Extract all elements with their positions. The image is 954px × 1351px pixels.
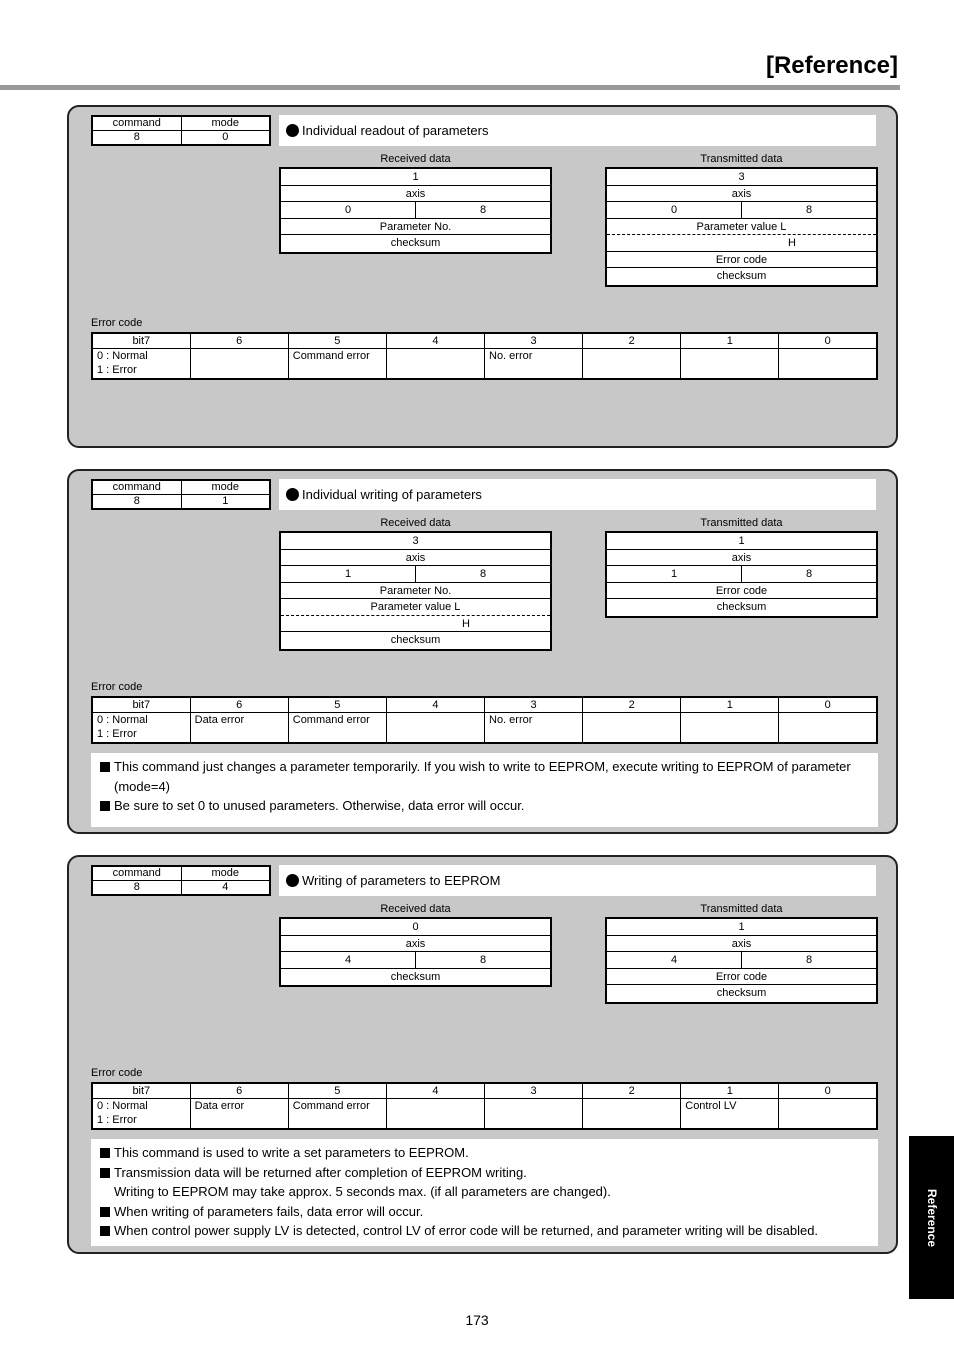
note-text: This command just changes a parameter temporarily. If you wish to write to EEPROM, execute writing to EEPROM of parameter (mode=4) <box>114 759 851 794</box>
frame-row <box>281 202 550 219</box>
frame-row: checksum <box>716 987 767 999</box>
bit-header: 2 <box>583 697 681 713</box>
received-data-frame <box>279 531 552 651</box>
mode-value: 4 <box>181 881 270 896</box>
bit-header: 4 <box>386 697 484 713</box>
frame-cell: 8 <box>479 568 487 580</box>
bit-description <box>779 713 877 744</box>
mode-header: mode <box>181 116 270 131</box>
note-item <box>99 1163 870 1183</box>
panel-title <box>279 479 876 510</box>
note-item <box>99 757 870 796</box>
frame-row <box>607 952 876 969</box>
bit-header: 1 <box>681 1083 779 1099</box>
notes-box <box>91 753 878 827</box>
bit-header: 0 <box>779 1083 877 1099</box>
bit-header: 3 <box>485 333 583 349</box>
bullet-square-icon <box>100 1168 110 1178</box>
panel-title-text: Writing of parameters to EEPROM <box>302 873 501 888</box>
panel-individual-readout <box>67 105 898 448</box>
received-data-label: Received data <box>380 517 451 529</box>
bit-header: bit7 <box>92 1083 190 1099</box>
note-item <box>99 796 870 816</box>
bit-description <box>681 713 779 744</box>
frame-row: Error code <box>607 252 876 269</box>
bit-description: 0 : Normal 1 : Error <box>92 349 190 380</box>
panel-individual-writing <box>67 469 898 834</box>
received-data-label: Received data <box>380 153 451 165</box>
page-header-title: [Reference] <box>765 52 898 79</box>
bullet-square-icon <box>100 1148 110 1158</box>
page-number: 173 <box>465 1312 489 1328</box>
bit-description <box>583 349 681 380</box>
frame-row: checksum <box>390 970 441 983</box>
notes-box <box>91 1139 878 1246</box>
bullet-square-icon <box>100 762 110 772</box>
frame-row <box>607 202 876 219</box>
frame-cell: 1 <box>281 566 416 582</box>
command-header: command <box>92 480 181 495</box>
frame-cell: 1 <box>607 566 742 582</box>
high-byte-label: H <box>788 237 796 249</box>
panel-title-text: Individual readout of parameters <box>302 123 489 138</box>
bit-header: 0 <box>779 697 877 713</box>
transmitted-data-label: Transmitted data <box>700 153 783 165</box>
bit-description <box>386 1099 484 1130</box>
mode-header: mode <box>181 866 270 881</box>
command-value: 8 <box>92 495 181 510</box>
bullet-circle-icon <box>286 874 299 887</box>
frame-row: Error code <box>607 969 876 986</box>
transmitted-data-frame <box>605 917 878 1004</box>
frame-row <box>281 616 550 633</box>
bullet-square-icon <box>100 1207 110 1217</box>
mode-value: 1 <box>181 495 270 510</box>
received-data-frame <box>279 917 552 987</box>
panel-title-text: Individual writing of parameters <box>302 487 482 502</box>
transmitted-data-label: Transmitted data <box>700 903 783 915</box>
frame-cell: 8 <box>479 204 487 216</box>
bullet-circle-icon <box>286 488 299 501</box>
bit-description <box>779 349 877 380</box>
bit-header: 1 <box>681 697 779 713</box>
bit-header: 1 <box>681 333 779 349</box>
frame-row: 1 <box>607 533 876 550</box>
frame-row: 3 <box>281 533 550 550</box>
frame-row: axis <box>281 936 550 953</box>
bit-description <box>190 349 288 380</box>
frame-row: Parameter No. <box>281 583 550 600</box>
frame-row: 1 <box>281 169 550 186</box>
high-byte-label: H <box>462 617 470 630</box>
bit-description <box>583 1099 681 1130</box>
error-code-label: Error code <box>91 681 143 693</box>
bit-header: bit7 <box>92 697 190 713</box>
bit-header: 5 <box>288 333 386 349</box>
received-data-frame <box>279 167 552 254</box>
bullet-square-icon <box>100 1226 110 1236</box>
bit-description <box>779 1099 877 1130</box>
frame-cell: 8 <box>805 568 813 580</box>
error-code-table <box>91 1082 878 1130</box>
frame-row: checksum <box>716 270 767 282</box>
command-mode-table <box>91 115 271 146</box>
frame-row: checksum <box>716 601 767 613</box>
frame-row: Parameter No. <box>281 219 550 236</box>
error-code-label: Error code <box>91 1067 143 1079</box>
note-text: This command is used to write a set parameters to EEPROM. <box>114 1145 469 1160</box>
panel-title <box>279 865 876 896</box>
bit-description: Data error <box>190 1099 288 1130</box>
frame-row <box>281 566 550 583</box>
frame-row: axis <box>281 550 550 567</box>
bullet-circle-icon <box>286 124 299 137</box>
bit-header: 2 <box>583 1083 681 1099</box>
bit-description <box>583 713 681 744</box>
frame-cell: 8 <box>805 204 813 216</box>
frame-row: checksum <box>390 237 441 249</box>
note-text: Transmission data will be returned after completion of EEPROM writing. <box>114 1164 527 1180</box>
panel-writing-eeprom <box>67 855 898 1254</box>
command-mode-table <box>91 479 271 510</box>
frame-row <box>607 566 876 583</box>
frame-row: 3 <box>607 169 876 186</box>
note-text: When control power supply LV is detected, control LV of error code will be returned, and parameter writing will be disabled. <box>114 1223 819 1238</box>
note-text: Writing to EEPROM may take approx. 5 seconds max. (if all parameters are changed). <box>114 1184 611 1199</box>
bit-header: 2 <box>583 333 681 349</box>
command-header: command <box>92 866 181 881</box>
bit-description: 0 : Normal 1 : Error <box>92 713 190 744</box>
section-side-tab <box>909 1136 954 1299</box>
frame-row <box>281 952 550 969</box>
frame-cell: 4 <box>607 952 742 968</box>
frame-row: 0 <box>281 919 550 936</box>
command-header: command <box>92 116 181 131</box>
header-rule <box>0 85 900 90</box>
side-tab-label: Reference <box>924 1188 939 1247</box>
command-mode-table <box>91 865 271 896</box>
frame-row: axis <box>607 550 876 567</box>
bit-description: Command error <box>288 713 386 744</box>
bit-header: 5 <box>288 1083 386 1099</box>
bullet-square-icon <box>100 801 110 811</box>
frame-cell: 4 <box>281 952 416 968</box>
note-text: Be sure to set 0 to unused parameters. Otherwise, data error will occur. <box>114 798 525 813</box>
bit-description <box>681 349 779 380</box>
frame-row: axis <box>607 186 876 203</box>
frame-row: checksum <box>390 634 441 646</box>
bit-header: 5 <box>288 697 386 713</box>
bit-header: 4 <box>386 1083 484 1099</box>
mode-value: 0 <box>181 131 270 146</box>
bit-description: 0 : Normal 1 : Error <box>92 1099 190 1130</box>
bit-description: Data error <box>190 713 288 744</box>
frame-row: 1 <box>607 919 876 936</box>
frame-cell: 0 <box>281 202 416 218</box>
note-text: When writing of parameters fails, data error will occur. <box>114 1203 424 1219</box>
bit-description: No. error <box>485 349 583 380</box>
frame-cell: 8 <box>805 954 813 966</box>
transmitted-data-frame <box>605 167 878 287</box>
note-item <box>99 1221 870 1241</box>
bit-header: 6 <box>190 697 288 713</box>
panel-title <box>279 115 876 146</box>
frame-row <box>607 235 876 252</box>
bit-header: 6 <box>190 333 288 349</box>
transmitted-data-frame <box>605 531 878 618</box>
command-value: 8 <box>92 131 181 146</box>
bit-header: bit7 <box>92 333 190 349</box>
error-code-label: Error code <box>91 317 143 329</box>
frame-row: axis <box>607 936 876 953</box>
bit-header: 3 <box>485 1083 583 1099</box>
received-data-label: Received data <box>380 903 451 915</box>
transmitted-data-label: Transmitted data <box>700 517 783 529</box>
frame-row: Parameter value L <box>607 219 876 236</box>
frame-cell: 8 <box>479 954 487 966</box>
note-continuation <box>99 1182 870 1202</box>
note-item <box>99 1143 870 1163</box>
bit-header: 0 <box>779 333 877 349</box>
frame-row: axis <box>281 186 550 203</box>
bit-header: 6 <box>190 1083 288 1099</box>
mode-header: mode <box>181 480 270 495</box>
note-item <box>99 1202 870 1222</box>
frame-cell: 0 <box>607 202 742 218</box>
bit-description: Control LV <box>681 1099 779 1130</box>
frame-row: Error code <box>607 583 876 600</box>
bit-description: Command error <box>288 1099 386 1130</box>
bit-description <box>485 1099 583 1130</box>
bit-description: Command error <box>288 349 386 380</box>
bit-description: No. error <box>485 713 583 744</box>
command-value: 8 <box>92 881 181 896</box>
bit-header: 4 <box>386 333 484 349</box>
bit-description <box>386 349 484 380</box>
error-code-table <box>91 332 878 380</box>
error-code-table <box>91 696 878 744</box>
bit-description <box>386 713 484 744</box>
bit-header: 3 <box>485 697 583 713</box>
frame-row: Parameter value L <box>281 599 550 616</box>
